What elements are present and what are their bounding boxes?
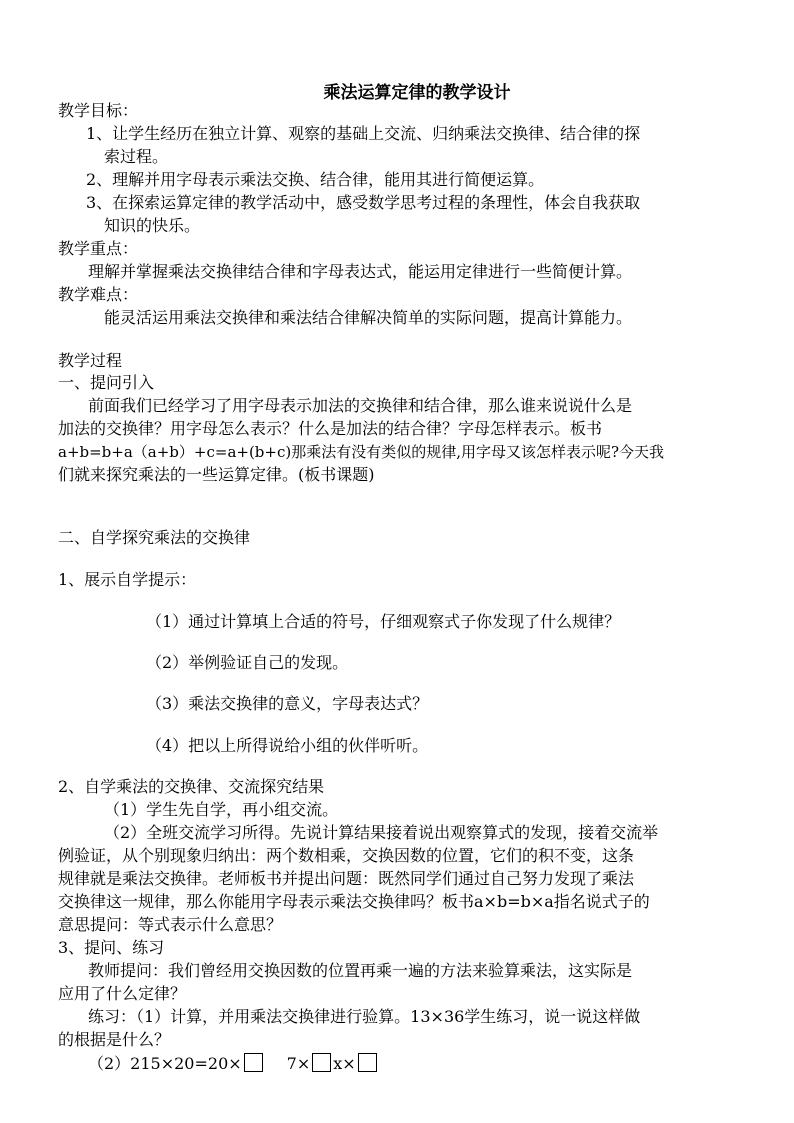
step-2-item-2-line-3: 规律就是乘法交换律。老师板书并提出问题：既然同学们通过自己努力发现了乘法 xyxy=(58,869,635,888)
key-points-text: 理解并掌握乘法交换律结合律和字母表达式，能运用定律进行一些简便计算。 xyxy=(88,262,633,281)
part-1-paragraph-line-1: 前面我们已经学习了用字母表示加法的交换律和结合律，那么谁来说说什么是 xyxy=(88,396,633,415)
step-3-paragraph-line-3: 练习：（1）计算，并用乘法交换律进行验算。13×36学生练习，说一说这样做 xyxy=(88,1007,641,1026)
step-3-paragraph-line-2: 应用了什么定律？ xyxy=(58,984,187,1003)
step-3-paragraph-line-1: 教师提问：我们曾经用交换因数的位置再乘一遍的方法来验算乘法，这实际是 xyxy=(88,961,633,980)
hint-1: （1）通过计算填上合适的符号，仔细观察式子你发现了什么规律？ xyxy=(146,612,621,631)
hint-4: （4）把以上所得说给小组的伙伴听听。 xyxy=(146,736,429,755)
process-heading: 教学过程 xyxy=(58,351,123,370)
exercise-2-part-c: x× xyxy=(333,1054,356,1073)
part-1-paragraph-line-2: 加法的交换律？用字母怎么表示？什么是加法的结合律？字母怎样表示。板书 xyxy=(58,419,603,438)
step-3-paragraph-line-4: 的根据是什么？ xyxy=(58,1030,171,1049)
goal-1-line-2: 索过程。 xyxy=(104,147,169,166)
step-2-item-2-line-4: 交换律这一规律，那么你能用字母表示乘法交换律吗？板书a×b=b×a指名说式子的 xyxy=(58,892,650,911)
part-2-heading: 二、自学探究乘法的交换律 xyxy=(58,528,251,547)
goal-2: 2、理解并用字母表示乘法交换、结合律，能用其进行简便运算。 xyxy=(86,170,545,189)
goals-heading: 教学目标： xyxy=(58,101,139,120)
hint-2: （2）举例验证自己的发现。 xyxy=(146,653,349,672)
exercise-2-part-a: （2）215×20=20× xyxy=(88,1054,242,1073)
difficulty-text: 能灵活运用乘法交换律和乘法结合律解决简单的实际问题，提高计算能力。 xyxy=(104,308,633,327)
goal-3-line-2: 知识的快乐。 xyxy=(104,216,201,235)
difficulty-heading: 教学难点： xyxy=(58,285,139,304)
step-3-heading: 3、提问、练习 xyxy=(58,938,165,957)
step-2-heading: 2、自学乘法的交换律、交流探究结果 xyxy=(58,777,325,796)
step-1-heading: 1、展示自学提示： xyxy=(58,570,197,589)
key-points-heading: 教学重点： xyxy=(58,239,139,258)
goal-1-line-1: 1、让学生经历在独立计算、观察的基础上交流、归纳乘法交换律、结合律的探 xyxy=(86,124,641,143)
document-title: 乘法运算定律的教学设计 xyxy=(323,83,511,103)
part-1-paragraph-line-3: a+b=b+a（a+b）+c=a+(b+c)那乘法有没有类似的规律,用字母又该怎样表示呢?今天我 xyxy=(58,443,665,461)
part-1-paragraph-line-4: 们就来探究乘法的一些运算定律。(板书课题) xyxy=(58,465,375,484)
hint-3: （3）乘法交换律的意义，字母表达式？ xyxy=(146,694,429,713)
answer-box-1[interactable] xyxy=(244,1053,263,1072)
step-2-item-1: （1）学生先自学，再小组交流。 xyxy=(104,800,339,819)
step-2-item-2-line-2: 例验证，从个别现象归纳出：两个数相乘，交换因数的位置，它们的积不变，这条 xyxy=(58,846,635,865)
answer-box-2[interactable] xyxy=(312,1053,331,1072)
part-1-heading: 一、提问引入 xyxy=(58,373,155,392)
answer-box-3[interactable] xyxy=(358,1053,377,1072)
exercise-2-part-b: 7× xyxy=(286,1054,311,1073)
step-2-item-2-line-1: （2）全班交流学习所得。先说计算结果接着说出观察算式的发现，接着交流举 xyxy=(104,823,659,842)
step-2-item-2-line-5: 意思提问：等式表示什么意思？ xyxy=(58,915,283,934)
goal-3-line-1: 3、在探索运算定律的教学活动中，感受数学思考过程的条理性，体会自我获取 xyxy=(86,193,641,212)
exercise-2 xyxy=(88,1053,379,1074)
